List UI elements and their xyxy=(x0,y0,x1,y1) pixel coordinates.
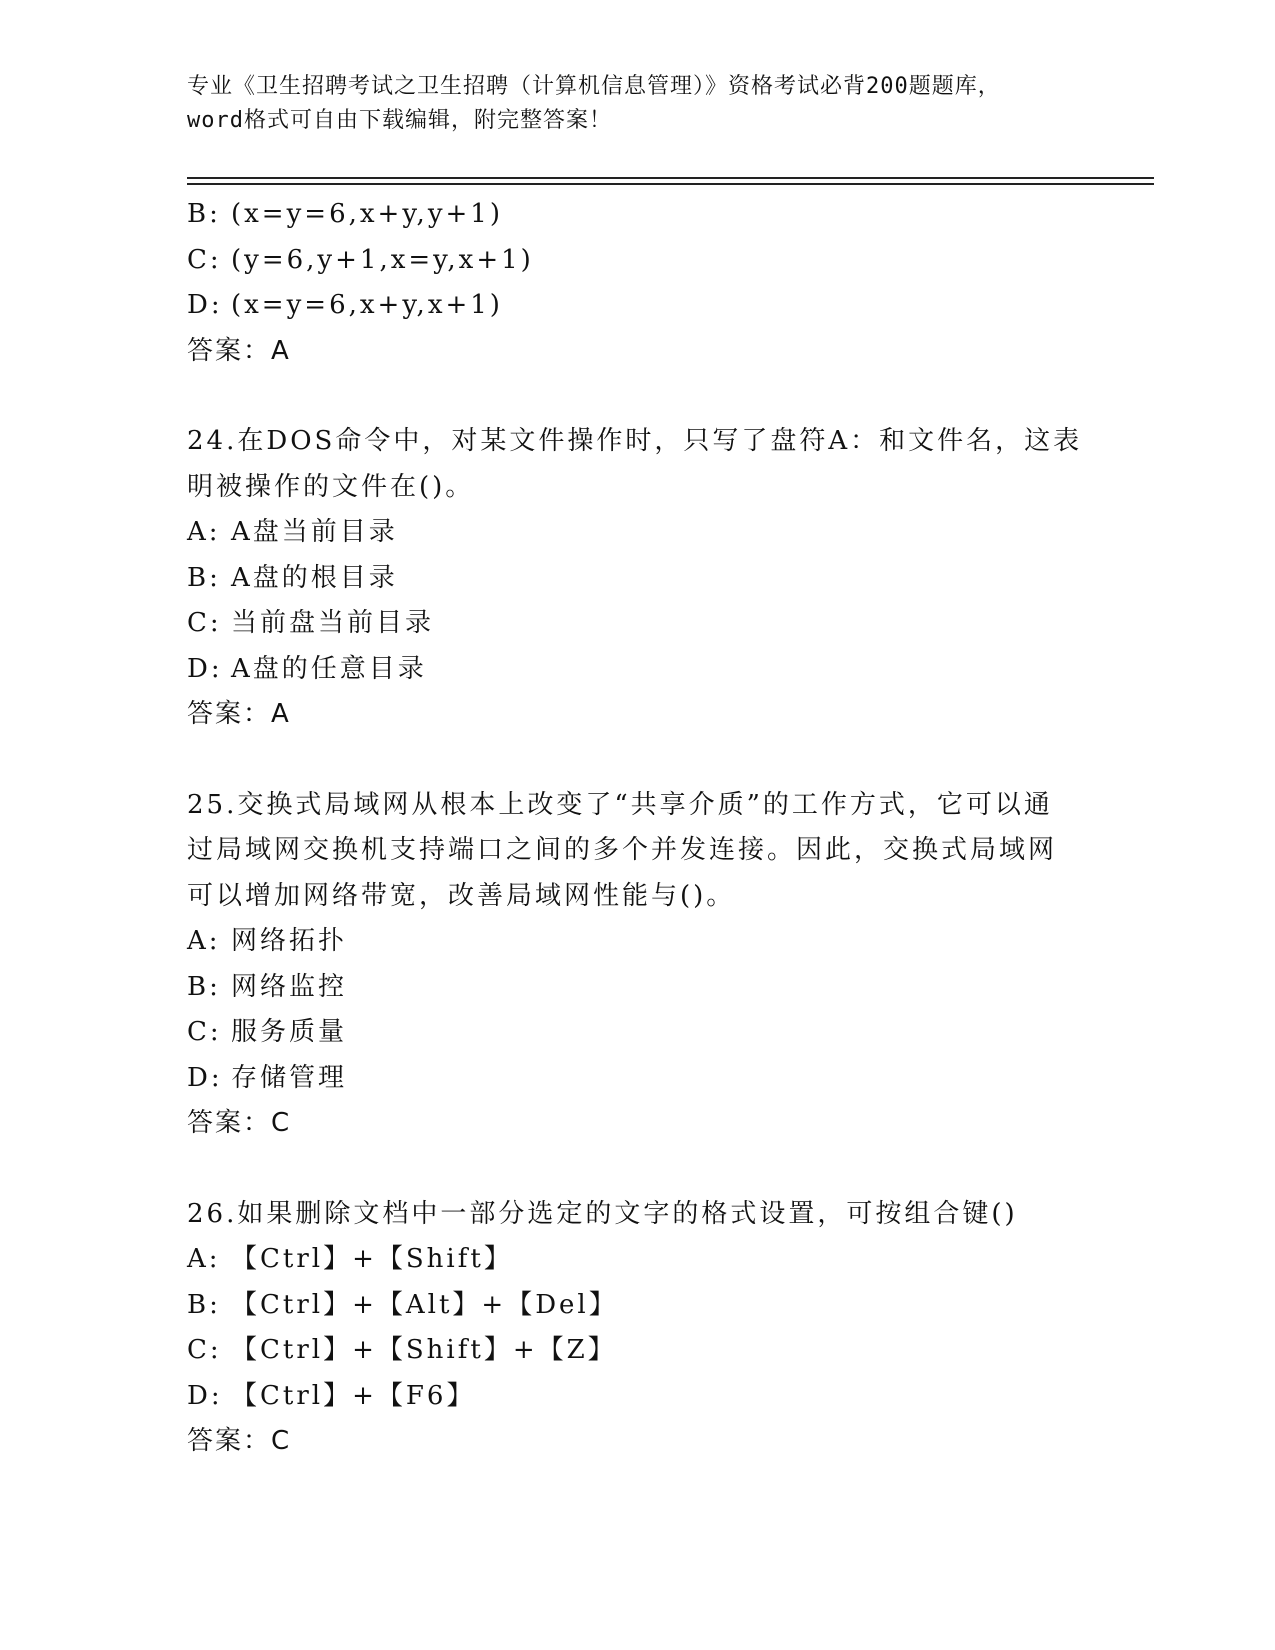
answer: 答案：C xyxy=(187,1426,292,1456)
document-body xyxy=(187,192,1107,1465)
question-text-line: 过局域网交换机支持端口之间的多个并发连接。因此，交换式局域网 xyxy=(187,835,1058,865)
question-text-line: 24.在DOS命令中，对某文件操作时，只写了盘符A：和文件名，这表 xyxy=(187,426,1083,456)
header-divider-bottom xyxy=(187,183,1154,185)
option-d: D: A盘的任意目录 xyxy=(187,653,427,684)
question-text-line: 可以增加网络带宽，改善局域网性能与()。 xyxy=(187,880,736,911)
question-25 xyxy=(187,783,1107,1147)
option-a: A: A盘当前目录 xyxy=(187,517,398,547)
option-c: C: 服务质量 xyxy=(187,1017,348,1047)
spacer xyxy=(187,374,1107,419)
spacer xyxy=(187,1147,1107,1192)
option-c: C: 【Ctrl】+【Shift】+【Z】 xyxy=(187,1335,617,1365)
question-text-line: 26.如果删除文档中一部分选定的文字的格式设置，可按组合键() xyxy=(187,1198,1018,1229)
question-text-line: 25.交换式局域网从根本上改变了“共享介质”的工作方式，它可以通 xyxy=(187,789,1053,820)
answer: 答案：C xyxy=(187,1108,292,1138)
option-d: D: 【Ctrl】+【F6】 xyxy=(187,1380,476,1411)
answer: 答案：A xyxy=(187,699,291,729)
option-b: B: (x=y=6,x+y,y+1) xyxy=(187,199,503,229)
option-a: A: 网络拓扑 xyxy=(187,926,348,956)
answer: 答案：A xyxy=(187,335,291,366)
question-23-tail xyxy=(187,192,1107,374)
option-c: C: 当前盘当前目录 xyxy=(187,608,435,638)
question-26 xyxy=(187,1192,1107,1465)
option-d: D: (x=y=6,x+y,x+1) xyxy=(187,290,503,320)
option-b: B: 【Ctrl】+【Alt】+【Del】 xyxy=(187,1289,618,1320)
option-b: B: 网络监控 xyxy=(187,971,348,1002)
header-divider-top xyxy=(187,177,1154,179)
option-b: B: A盘的根目录 xyxy=(187,562,398,593)
question-text-line: 明被操作的文件在()。 xyxy=(187,471,475,502)
question-24 xyxy=(187,419,1107,738)
document-header xyxy=(187,70,1107,138)
header-title-line-2: word格式可自由下载编辑，附完整答案！ xyxy=(187,108,612,133)
spacer xyxy=(187,738,1107,783)
option-d: D: 存储管理 xyxy=(187,1062,348,1093)
option-a: A: 【Ctrl】+【Shift】 xyxy=(187,1244,513,1274)
option-c: C: (y=6,y+1,x=y,x+1) xyxy=(187,244,534,275)
header-title-line-1: 专业《卫生招聘考试之卫生招聘（计算机信息管理）》资格考试必背200题题库， xyxy=(187,74,1001,99)
